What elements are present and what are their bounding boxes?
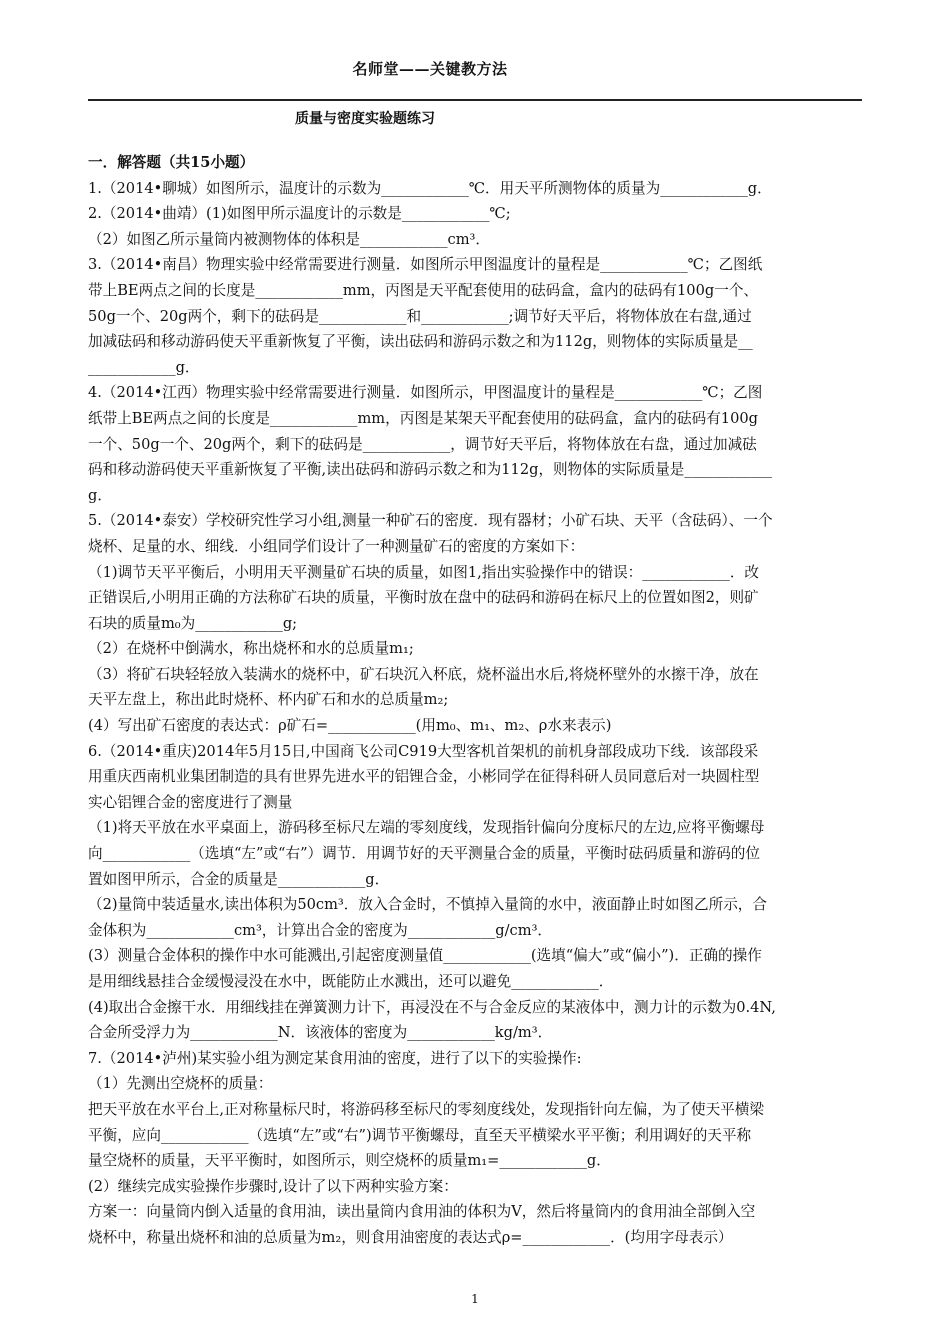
document-title: 质量与密度实验题练习: [295, 111, 435, 127]
text-line: 纸带上BE两点之间的长度是____________mm，丙图是某架天平配套使用的砝码盒，盒内的砝码有100g: [88, 409, 759, 427]
text-line: 3.（2014•南昌）物理实验中经常需要进行测量．如图所示甲图温度计的量程是____________℃；乙图纸: [88, 256, 763, 274]
text-line: （2）在烧杯中倒满水，称出烧杯和水的总质量m₁;: [88, 640, 414, 658]
text-line: 50g一个、20g两个，剩下的砝码是____________和____________;调节好天平后，将物体放在右盘,通过: [88, 307, 752, 325]
text-line: (4）写出矿石密度的表达式：ρ矿石=____________(用m₀、m₁、m₂、ρ水来表示): [88, 717, 612, 735]
text-line: 方案一：向量筒内倒入适量的食用油，读出量筒内食用油的体积为V，然后将量筒内的食用油全部倒入空: [88, 1203, 756, 1221]
page-number: 1: [471, 1292, 479, 1306]
text-line: 量空烧杯的质量，天平平衡时，如图所示，则空烧杯的质量m₁=____________g．: [88, 1152, 611, 1170]
text-line: 金体积为____________cm³，计算出合金的密度为____________g/cm³．: [88, 921, 553, 939]
text-line: 6.（2014•重庆)2014年5月15日,中国商飞公司C919大型客机首架机的前机身部段成功下线．该部段采: [88, 742, 759, 760]
text-line: 天平左盘上，称出此时烧杯、杯内矿石和水的总质量m₂;: [88, 691, 449, 709]
text-line: (4)取出合金擦干水．用细线挂在弹簧测力计下，再浸没在不与合金反应的某液体中，测力计的示数为0.4N,: [88, 998, 776, 1016]
text-line: 是用细线悬挂合金缓慢浸没在水中，既能防止水溅出，还可以避免____________．: [88, 973, 614, 990]
text-line: （1)将天平放在水平桌面上，游码移至标尺左端的零刻度线，发现指针偏向分度标尺的左边,应将平衡螺母: [88, 819, 765, 837]
text-line: (3）测量合金体积的操作中水可能溅出,引起密度测量值____________(选填“偏大”或“偏小”)．正确的操作: [88, 947, 762, 965]
text-line: （2)量筒中装适量水,读出体积为50cm³．放入合金时，不慎掉入量筒的水中，液面静止时如图乙所示，合: [88, 896, 767, 914]
text-line: 向____________（选填“左”或“右”）调节．用调节好的天平测量合金的质量，平衡时砝码质量和游码的位: [88, 845, 760, 863]
text-line: 烧杯、足量的水、细线．小组同学们设计了一种测量矿石的密度的方案如下：: [88, 537, 585, 555]
text-line: ____________g．: [88, 358, 200, 376]
text-line: 石块的质量m₀为____________g;: [88, 614, 298, 632]
text-line: 1.（2014•聊城）如图所示，温度计的示数为____________℃．用天平所测物体的质量为____________g．: [88, 179, 772, 197]
text-line: 烧杯中，称量出烧杯和油的总质量为m₂，则食用油密度的表达式ρ=____________．(均用字母表示）: [88, 1228, 733, 1246]
page-header-title: 名师堂——关键教方法: [352, 60, 508, 78]
text-line: （1)调节天平平衡后，小明用天平测量矿石块的质量，如图1,指出实验操作中的错误：____________．改: [88, 563, 760, 581]
text-line: （2）如图乙所示量筒内被测物体的体积是____________cm³．: [88, 230, 490, 248]
text-line: （3）将矿石块轻轻放入装满水的烧杯中，矿石块沉入杯底，烧杯溢出水后,将烧杯壁外的水擦干净，放在: [88, 665, 759, 683]
text-line: 实心铝锂合金的密度进行了测量: [88, 793, 293, 811]
text-line: 正错误后,小明用正确的方法称矿石块的质量，平衡时放在盘中的砝码和游码在标尺上的位置如图2，则矿: [88, 589, 759, 607]
section-heading: 一．解答题（共15小题）: [88, 154, 255, 171]
text-line: 置如图甲所示，合金的质量是____________g．: [88, 870, 390, 888]
document-body: [88, 150, 862, 1251]
header-divider: [88, 99, 862, 101]
text-line: 4.（2014•江西）物理实验中经常需要进行测量．如图所示，甲图温度计的量程是____________℃；乙图: [88, 384, 763, 402]
text-line: g．: [88, 486, 112, 504]
text-line: 一个、50g一个、20g两个，剩下的砝码是____________，调节好天平后，将物体放在右盘，通过加减砝: [88, 435, 757, 453]
text-line: 平衡，应向____________（选填“左”或“右”)调节平衡螺母，直至天平横梁水平平衡；利用调好的天平称: [88, 1126, 752, 1144]
text-line: 带上BE两点之间的长度是____________mm，丙图是天平配套使用的砝码盒，盒内的砝码有100g一个、: [88, 281, 759, 299]
text-line: （1）先测出空烧杯的质量：: [88, 1075, 273, 1093]
question-lines: [88, 176, 862, 1251]
text-line: (2）继续完成实验操作步骤时,设计了以下两种实验方案：: [88, 1177, 458, 1195]
text-line: 码和移动游码使天平重新恢复了平衡,读出砝码和游码示数之和为112g，则物体的实际质量是____________: [88, 461, 772, 479]
text-line: 加减砝码和移动游码使天平重新恢复了平衡，读出砝码和游码示数之和为112g，则物体的实际质量是__: [88, 333, 753, 351]
text-line: 把天平放在水平台上,正对称量标尺时，将游码移至标尺的零刻度线处，发现指针向左偏，为了使天平横梁: [88, 1100, 764, 1118]
text-line: 5.（2014•泰安）学校研究性学习小组,测量一种矿石的密度．现有器材；小矿石块、天平（含砝码）、一个: [88, 512, 773, 530]
text-line: 7.（2014•泸州)某实验小组为测定某食用油的密度，进行了以下的实验操作:: [88, 1049, 582, 1067]
text-line: 2.（2014•曲靖）(1)如图甲所示温度计的示数是____________℃;: [88, 205, 511, 223]
text-line: 用重庆西南机业集团制造的具有世界先进水平的铝锂合金，小彬同学在征得科研人员同意后对一块圆柱型: [88, 768, 760, 786]
text-line: 合金所受浮力为____________N．该液体的密度为____________kg/m³．: [88, 1024, 553, 1042]
